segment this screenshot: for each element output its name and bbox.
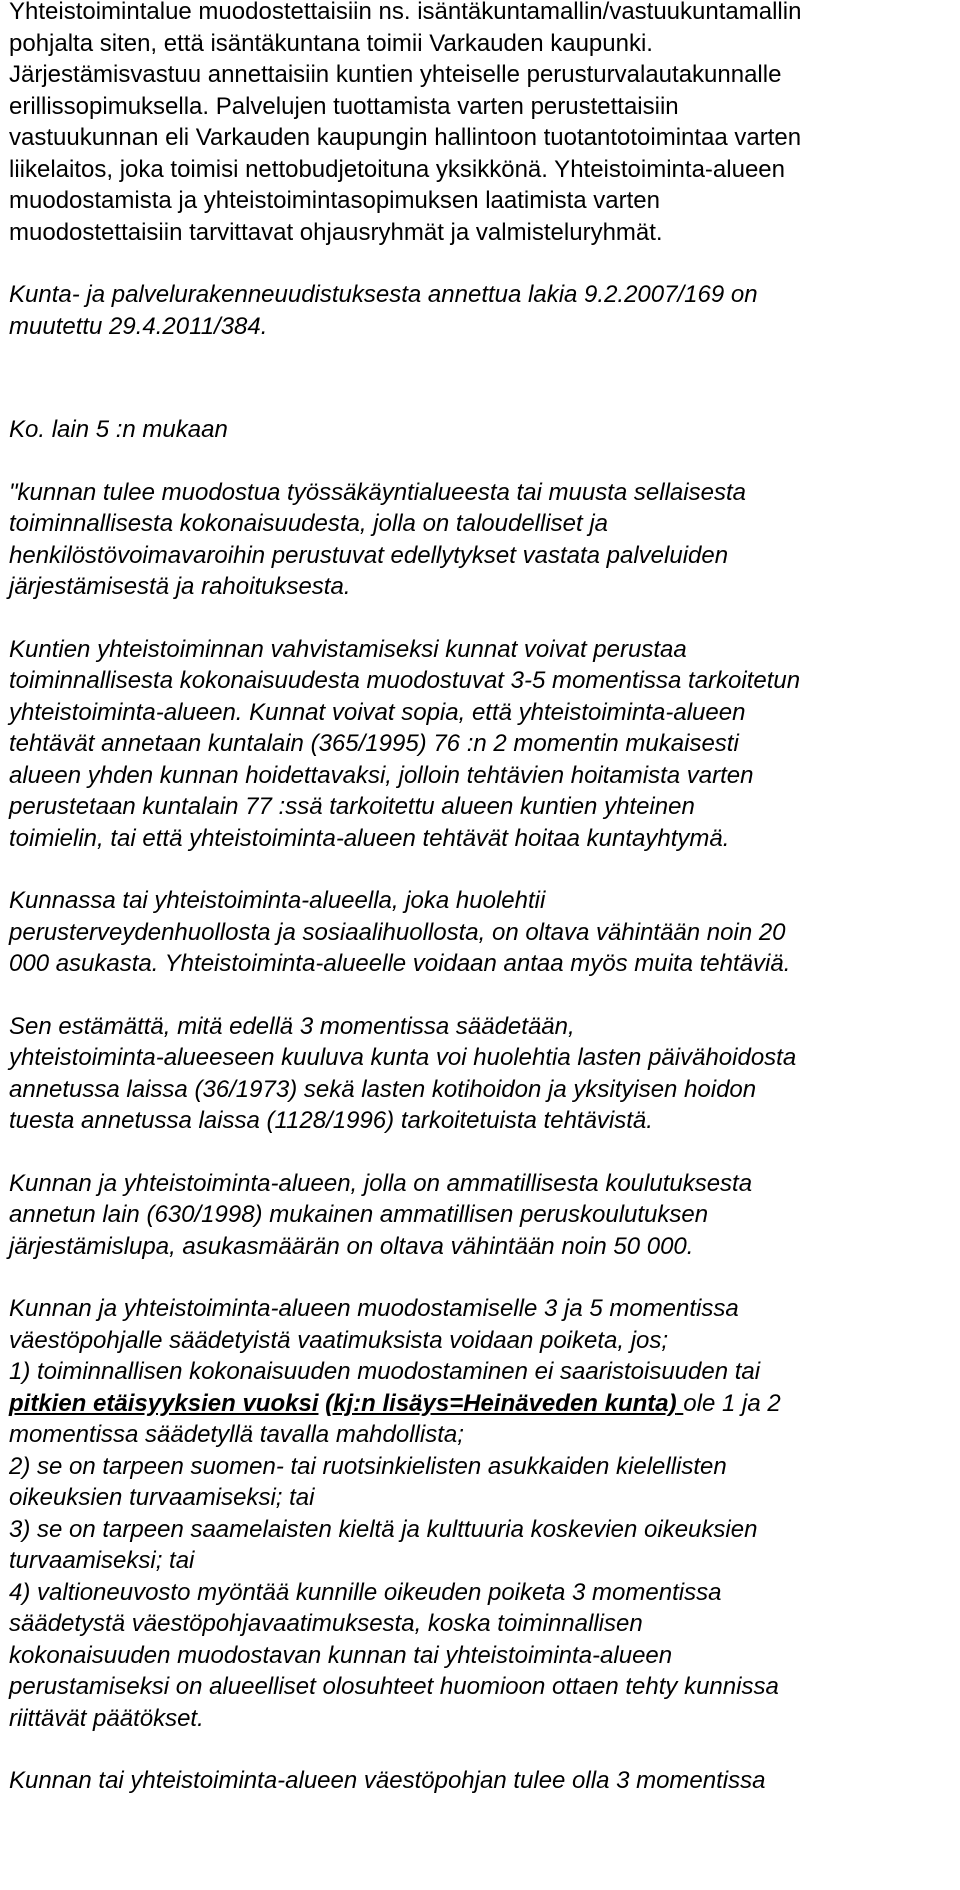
text-line: Kunnassa tai yhteistoiminta-alueella, joka huolehtii [9, 887, 546, 914]
text-line: muodostamista ja yhteistoimintasopimuksen laatimista varten [9, 187, 660, 214]
text-line: erillissopimuksella. Palvelujen tuottamista varten perustettaisiin [9, 92, 679, 120]
law-amendment-note [9, 279, 954, 342]
document-page [9, 0, 954, 1797]
text-line: Sen estämättä, mitä edellä 3 momentissa säädetään, [9, 1012, 575, 1040]
quote-paragraph-6 [9, 1293, 954, 1734]
text-line: yhteistoiminta-alueeseen kuuluva kunta voi huolehtia lasten päivähoidosta [9, 1044, 797, 1071]
text-line: annetussa laissa (36/1973) sekä lasten kotihoidon ja yksityisen hoidon [9, 1075, 757, 1103]
text-line: kokonaisuuden muodostavan kunnan tai yhteistoiminta-alueen [9, 1641, 673, 1669]
text-line: perustamiseksi on alueelliset olosuhteet huomioon ottaen tehty kunnissa [9, 1673, 779, 1700]
inserted-text-2: (kj:n lisäys=Heinäveden kunta) [325, 1389, 677, 1417]
text-line: turvaamiseksi; tai [9, 1547, 195, 1574]
text-line: Kunta- ja palvelurakenneuudistuksesta annettua lakia 9.2.2007/169 on [9, 281, 758, 308]
text-line: muutettu 29.4.2011/384. [9, 312, 268, 340]
text-line: 2) se on tarpeen suomen- tai ruotsinkielisten asukkaiden kielellisten [9, 1452, 727, 1480]
text-line: Kunnan tai yhteistoiminta-alueen väestöpohjan tulee olla 3 momentissa [9, 1767, 766, 1794]
text-line: annetun lain (630/1998) mukainen ammatillisen peruskoulutuksen [9, 1201, 709, 1228]
text-line: 4) valtioneuvosto myöntää kunnille oikeuden poiketa 3 momentissa [9, 1578, 722, 1606]
text-line: Yhteistoimintalue muodostettaisiin ns. isäntäkuntamallin/vastuukuntamallin [9, 0, 802, 25]
quote-paragraph-4 [9, 1011, 954, 1137]
text-line: tuesta annetussa laissa (1128/1996) tarkoitetuista tehtävistä. [9, 1107, 653, 1134]
text-line: Kuntien yhteistoiminnan vahvistamiseksi kunnat voivat perustaa [9, 635, 687, 663]
text-line: momentissa säädetyllä tavalla mahdollista; [9, 1421, 464, 1448]
text-line: Kunnan ja yhteistoiminta-alueen muodostamiselle 3 ja 5 momentissa [9, 1295, 739, 1322]
text-line: toiminnallisesta kokonaisuudesta, jolla on taloudelliset ja [9, 510, 609, 537]
text-line: riittävät päätökset. [9, 1704, 204, 1732]
text-line: oikeuksien turvaamiseksi; tai [9, 1484, 315, 1511]
text-line: 3) se on tarpeen saamelaisten kieltä ja kulttuuria koskevien oikeuksien [9, 1515, 758, 1543]
text-line: pohjalta siten, että isäntäkuntana toimii Varkauden kaupunki. [9, 29, 653, 57]
quote-paragraph-7 [9, 1765, 954, 1797]
text-line: toiminnallisesta kokonaisuudesta muodostuvat 3-5 momentissa tarkoitetun [9, 667, 801, 694]
quote-paragraph-5 [9, 1168, 954, 1263]
text-line: Kunnan ja yhteistoiminta-alueen, jolla on ammatillisesta koulutuksesta [9, 1169, 753, 1197]
quote-paragraph-2 [9, 634, 954, 855]
text-fragment: ole 1 ja 2 [683, 1389, 781, 1417]
quote-paragraph-3 [9, 885, 954, 980]
text-line: 000 asukasta. Yhteistoiminta-alueelle voidaan antaa myös muita tehtäviä. [9, 950, 791, 977]
text-line: vastuukunnan eli Varkauden kaupungin hallintoon tuotantotoimintaa varten [9, 124, 802, 151]
inserted-text-1: pitkien etäisyyksien vuoksi [9, 1389, 319, 1417]
text-line: toimielin, tai että yhteistoiminta-alueen tehtävät hoitaa kuntayhtymä. [9, 824, 730, 852]
text-line-with-insertion [9, 1388, 954, 1420]
text-line: henkilöstövoimavaroihin perustuvat edellytykset vastata palveluiden [9, 541, 729, 569]
quote-paragraph-1 [9, 477, 954, 603]
text-line: "kunnan tulee muodostua työssäkäyntialueesta tai muusta sellaisesta [9, 478, 746, 506]
text-line: säädetystä väestöpohjavaatimuksesta, koska toiminnallisen [9, 1610, 643, 1637]
text-line: liikelaitos, joka toimisi nettobudjetoituna yksikkönä. Yhteistoiminta-alueen [9, 155, 785, 183]
text-line: Järjestämisvastuu annettaisiin kuntien yhteiselle perusturvalautakunnalle [9, 61, 782, 88]
intro-paragraph [9, 0, 954, 248]
text-line: perusterveydenhuollosta ja sosiaalihuollosta, on oltava vähintään noin 20 [9, 918, 786, 946]
text-line: väestöpohjalle säädetyistä vaatimuksista voidaan poiketa, jos; [9, 1326, 669, 1354]
text-line: 1) toiminnallisen kokonaisuuden muodostaminen ei saaristoisuuden tai [9, 1358, 761, 1385]
text-line: alueen yhden kunnan hoidettavaksi, jolloin tehtävien hoitamista varten [9, 761, 754, 789]
text-line: järjestämisestä ja rahoituksesta. [9, 573, 351, 600]
text-line: perustetaan kuntalain 77 :ssä tarkoitettu alueen kuntien yhteinen [9, 793, 695, 820]
law-section-heading [9, 414, 954, 446]
text-line: yhteistoiminta-alueen. Kunnat voivat sopia, että yhteistoiminta-alueen [9, 698, 746, 726]
text-line: tehtävät annetaan kuntalain (365/1995) 76 :n 2 momentin mukaisesti [9, 730, 739, 757]
text-line: Ko. lain 5 :n mukaan [9, 416, 228, 443]
text-line: muodostettaisiin tarvittavat ohjausryhmät ja valmisteluryhmät. [9, 218, 663, 246]
text-line: järjestämislupa, asukasmäärän on oltava vähintään noin 50 000. [9, 1232, 694, 1260]
